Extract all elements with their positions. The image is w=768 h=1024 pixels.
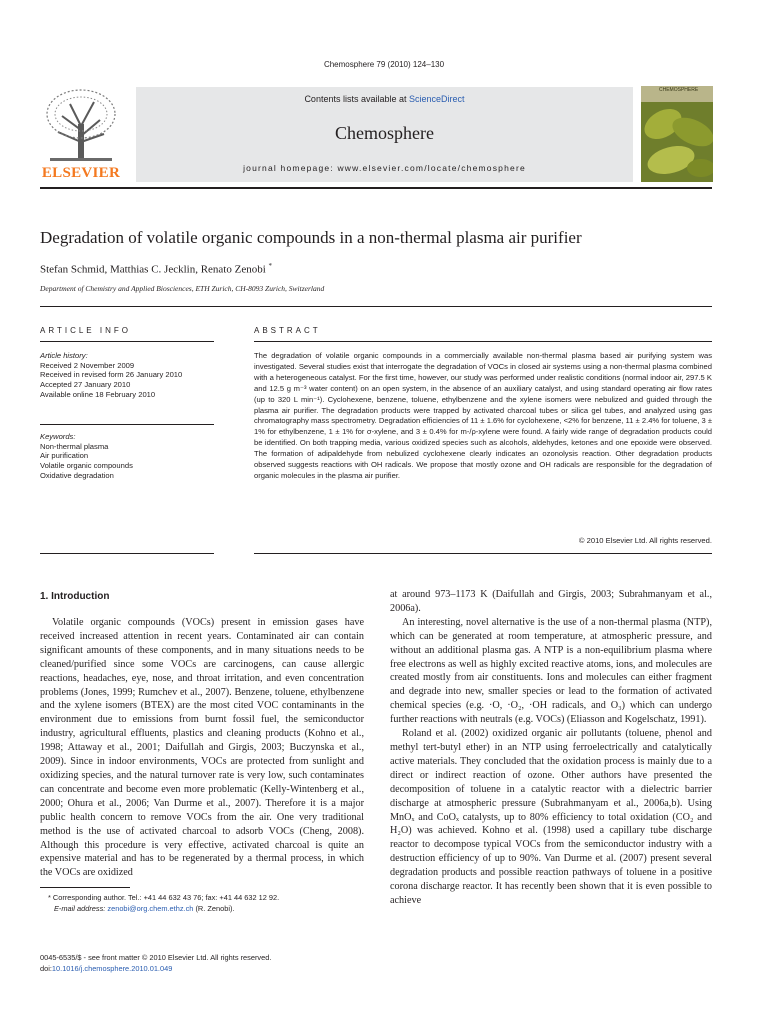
abstract-heading: ABSTRACT [254, 326, 321, 335]
journal-homepage[interactable]: journal homepage: www.elsevier.com/locate/chemosphere [243, 163, 526, 173]
paragraph: Volatile organic compounds (VOCs) present in emission gases have received increased attention in recent years. Contaminated air can contain significant amounts of these components, and in many situations needs to be cleaned/purified since some VOCs are carcinogens, can cause allergic reactions, headaches, eye, nose, and throat irritation, and even concentration problems (Jones, 1999; Rumchev et al., 2007). Benzene, toluene, ethylbenzene and the xylene isomers (BTEX) are the most cited VOC contaminants in the environment due to emissions from burnt fossil fuel, the semiconductor industry, agricultural effluents, plastics and cleaning products (Kohno et al., 1998; Attaway et al., 2001; Daifullah and Girgis, 2003; Buczynska et al., 2009). Since in indoor environments, VOCs are protected from sunlight and oxidizing species, and the natural turnover rate is very low, such contaminates can concentrate and become even more problematic (Kelly-Wintenberg et al., 2000; Ohura et al., 2006; Van Durme et al., 2007). Therefore it is a major public health concern to remove VOCs from the air. One very traditional method is the use of activated charcoal to adsorb VOCs (Cheng, 2008). Although this procedure is very effective, activated charcoal is quite an expensive material and has to be regenerated by a thermal process, in which the VOCs are oxidized [40, 617, 364, 879]
keywords [40, 432, 214, 481]
history-item: Received 2 November 2009 [40, 360, 135, 370]
elsevier-wordmark: ELSEVIER [41, 165, 121, 181]
keyword: Volatile organic compounds [40, 461, 133, 471]
page-footer [40, 952, 364, 974]
history-item: Available online 18 February 2010 [40, 389, 156, 399]
issn-line: 0045-6535/$ - see front matter © 2010 Elsevier Ltd. All rights reserved. [40, 953, 272, 962]
keyword: Oxidative degradation [40, 470, 114, 480]
email-link[interactable]: zenobi@org.chem.ethz.ch [107, 904, 194, 913]
sciencedirect-link[interactable]: ScienceDirect [409, 94, 465, 104]
journal-citation: Chemosphere 79 (2010) 124–130 [323, 60, 445, 69]
header-rule [40, 187, 712, 189]
journal-cover-image [641, 86, 713, 182]
body-column-left [40, 616, 364, 880]
footnote [40, 892, 364, 914]
paragraph: Roland et al. (2002) oxidized organic air pollutants (toluene, phenol and methyl tert-butyl ether) in an NTP using ferroelectrically and catalytically active materials. They concluded that the oxidation process is mainly due to a direct or indirect reaction of ozone. Other authors have presented the decomposition of toluene in a catalytic reactor with a dielectric barrier discharge at atmospheric pressure (Subrahmanyam et al., 2006a,b). Using MnOₓ and CoOₓ catalysts, up to 80% efficiency to total oxidation (CO₂ and H₂O) was achieved. Kohno et al. (1998) used a capillary tube discharge reactor to decompose typical VOCs from the semiconductor industry with a destruction efficiency of up to 90%. Van Durme et al. (2007) present several degradation products and possible reaction pathways of toluene in a positive corona discharge reactor. It has recently been shown that it is even possible to achieve [390, 728, 712, 906]
paragraph: at around 973–1173 K (Daifullah and Girgis, 2003; Subrahmanyam et al., 2006a). [390, 589, 712, 614]
keyword: Non-thermal plasma [40, 441, 109, 451]
copyright: © 2010 Elsevier Ltd. All rights reserved. [578, 536, 712, 545]
corresponding-mark[interactable]: * [268, 262, 273, 270]
authors: Stefan Schmid, Matthias C. Jecklin, Renato Zenobi * [40, 262, 273, 276]
journal-banner [136, 87, 633, 182]
history-item: Received in revised form 26 January 2010 [40, 370, 183, 380]
keyword: Air purification [40, 451, 89, 461]
cover-title: CHEMOSPHERE [659, 87, 699, 93]
contents-line [136, 94, 633, 104]
article-title: Degradation of volatile organic compounds in a non-thermal plasma air purifier [40, 228, 582, 247]
abstract-text: The degradation of volatile organic compounds in a commercially available non-thermal plasma based air purifying system was investigated. Several studies exist that interrogate the degradation of VOCs in closed air systems using a non-thermal plasma combined with a heterogeneous catalyst. For the first time, however, our study was performed under realistic conditions (normal indoor air, 297.5 K and 12.5 g m⁻³ water content) on an open system, in the absence of an auxiliary catalyst, and using standard operating air flow rates (up to 320 L min⁻¹). Cyclohexene, benzene, toluene, ethylbenzene and the xylene isomers were nebulized and guided through the plasma air purifier. The degradation products were trapped by activated charcoal tubes or silica gel tubes, and analyzed using gas chromatography mass spectrometry. Degradation efficiencies of 11 ± 1.6% for cyclohexene, <2% for benzene, 11 ± 2.4% for toluene, 3 ± 1% for ethylbenzene, 1 ± 1% for σ-xylene, and 3 ± 0.4% for m-/ρ-xylene were found. A fairly wide range of degradation products could be identified. On both trapping media, various oxidized species such as alcohols, aldehydes, ketones and one epoxide were observed. The formation of adipaldehyde from nebulized cyclohexene clearly indicates an ozonolysis reaction. Other degradation products observed suggests reactions with OH radicals. We propose that mostly ozone and OH radicals are responsible for the degradation of organic molecules in the plasma air purifier. [254, 351, 712, 480]
section-rule [40, 306, 712, 307]
email-line: E-mail address: zenobi@org.chem.ethz.ch (R. Zenobi). [54, 904, 235, 913]
journal-title: Chemosphere [335, 123, 434, 143]
doi-link[interactable]: 10.1016/j.chemosphere.2010.01.049 [51, 964, 173, 973]
paragraph: An interesting, novel alternative is the use of a non-thermal plasma (NTP), which can be generated at room temperature, at atmospheric pressure, and without an additional plasma gas. A NTP is a non-equilibrium plasma where free electrons as well as highly excited reactive atoms, ions, and molecules are created mostly from air constituents. Ions and molecules can either fragment and degrade into new, smaller species or lead to the formation of activated chemical species (e.g. ·O, ·O₂, ·OH radicals, and O₃) which can undergo further reactions with neutrals (e.g. VOCs) (Eliasson and Kogelschatz, 1991). [390, 616, 712, 726]
introduction-heading: 1. Introduction [40, 591, 110, 602]
body-column-right [390, 588, 712, 908]
doi-line: doi:10.1016/j.chemosphere.2010.01.049 [40, 964, 173, 973]
keywords-label: Keywords: [40, 432, 76, 441]
corresponding-author-note: * Corresponding author. Tel.: +41 44 632 43 76; fax: +41 44 632 12 92. [48, 893, 280, 902]
leaf-image [641, 102, 713, 182]
article-history [40, 351, 214, 400]
elsevier-logo [40, 86, 122, 182]
article-info-heading: ARTICLE INFO [40, 326, 131, 335]
history-label: Article history: [40, 351, 88, 360]
history-item: Accepted 27 January 2010 [40, 380, 131, 390]
contents-prefix: Contents lists available at [304, 94, 407, 104]
tree-icon [40, 86, 122, 164]
affiliation: Department of Chemistry and Applied Biosciences, ETH Zurich, CH-8093 Zurich, Switzerland [40, 284, 325, 293]
footnote-rule [40, 887, 130, 888]
